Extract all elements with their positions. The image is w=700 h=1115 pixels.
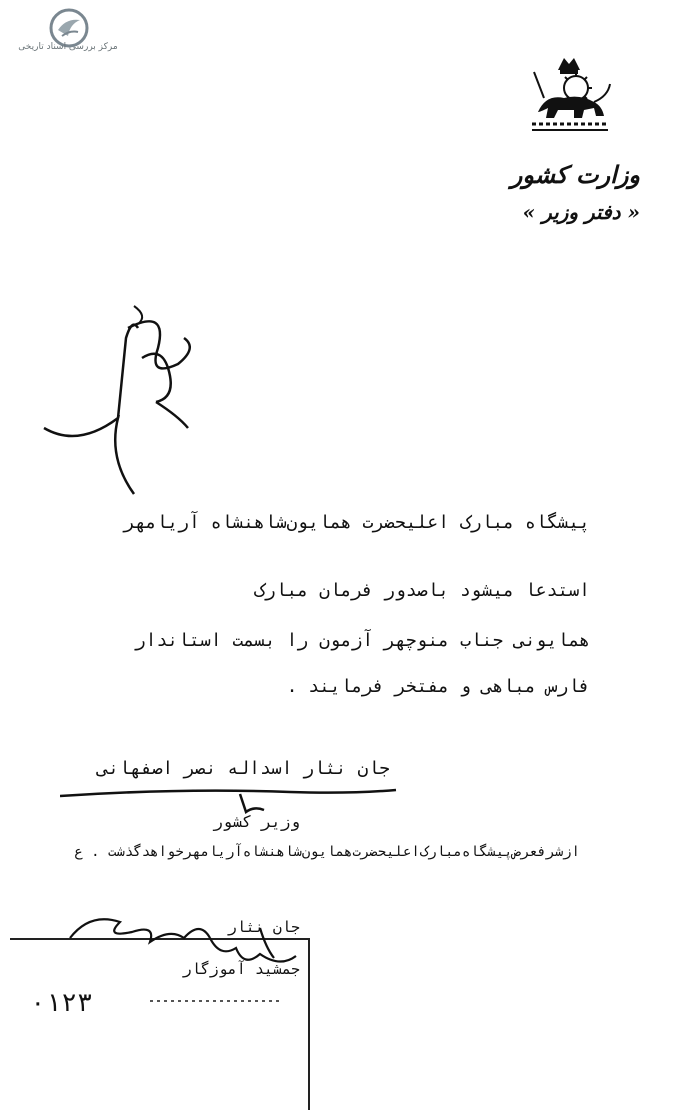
letter-line-2: همایونی جناب منوچهر آزمون را بسمت استاندار bbox=[134, 630, 590, 651]
reference-dotted-line bbox=[150, 998, 280, 1004]
secretary-name: جمشید آموزگار bbox=[182, 960, 300, 978]
secretary-courtesy: جان نثار bbox=[227, 918, 300, 936]
signatory-name: جان نثار اسداله نصر اصفهانی bbox=[97, 758, 390, 779]
reference-number: ۰۱۲۳ bbox=[30, 988, 93, 1018]
archive-caption: مرکز بررسی اسناد تاریخی bbox=[18, 42, 118, 52]
ministry-title: وزارت کشور bbox=[510, 160, 640, 189]
archive-logo-icon bbox=[40, 6, 98, 64]
lion-and-sun-emblem-icon bbox=[524, 50, 614, 138]
report-note: ازشرفعرض‌پیشگاه‌مبارک‌اعلیحضرت‌همایون‌شاهنشاه‌آریامهرخواهدگذشت . ع bbox=[74, 844, 580, 860]
royal-approval-signature bbox=[38, 298, 218, 498]
signatory-signature-stroke bbox=[60, 784, 400, 814]
letter-line-1: استدعا میشود باصدور فرمان مبارک bbox=[254, 580, 590, 601]
office-title: « دفتر وزیر » bbox=[522, 200, 640, 224]
signatory-title: وزیر کشور bbox=[213, 812, 300, 831]
salutation: پیشگاه مبارک اعلیحضرت همایون‌شاهنشاه آریامهر bbox=[124, 512, 590, 533]
letter-line-3: فارس مباهی و مفتخر فرمایند . bbox=[286, 676, 590, 697]
